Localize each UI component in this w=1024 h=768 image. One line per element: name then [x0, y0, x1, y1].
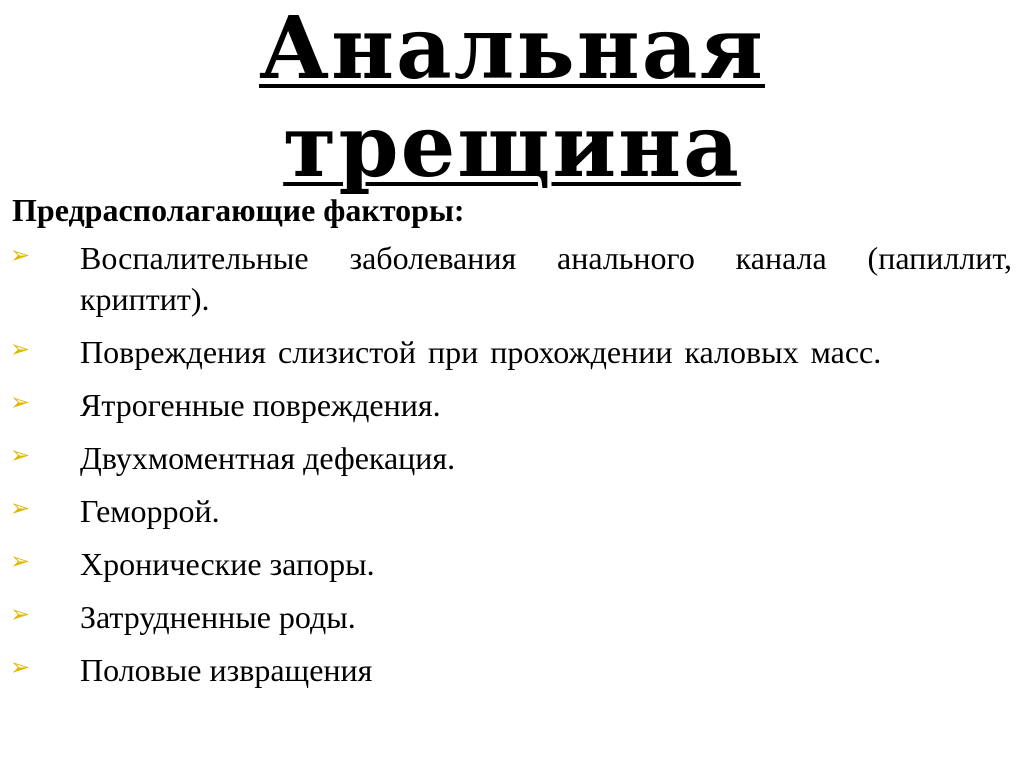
- list-item-label: Повреждения слизистой при прохождении каловых масс.: [80, 334, 882, 370]
- list-item-label: Затрудненные роды.: [80, 599, 356, 635]
- factors-heading: Предрасполагающие факторы:: [12, 192, 465, 228]
- chevron-arrow-icon: ➢: [10, 441, 31, 469]
- slide-title-line-1: Анальная: [259, 0, 765, 99]
- list-item: [0, 332, 1024, 373]
- list-item: [0, 438, 1024, 479]
- chevron-arrow-icon: ➢: [10, 494, 31, 522]
- chevron-arrow-icon: ➢: [10, 653, 31, 681]
- chevron-arrow-icon: ➢: [10, 241, 31, 269]
- chevron-arrow-icon: ➢: [10, 600, 31, 628]
- list-item-label: Хронические запоры.: [80, 546, 375, 582]
- chevron-arrow-icon: ➢: [10, 547, 31, 575]
- list-item: [0, 544, 1024, 585]
- list-item-label: Двухмоментная дефекация.: [80, 440, 456, 476]
- list-item-label: Половые извращения: [80, 652, 373, 688]
- factors-list: [0, 238, 1024, 703]
- list-item-label: Геморрой.: [80, 493, 220, 529]
- list-item: [0, 597, 1024, 638]
- list-item: [0, 650, 1024, 691]
- list-item: [0, 385, 1024, 426]
- list-item-label: Ятрогенные повреждения.: [80, 387, 441, 423]
- chevron-arrow-icon: ➢: [10, 388, 31, 416]
- list-item-label: Воспалительные заболевания анального канала (папиллит, криптит).: [80, 240, 1012, 317]
- slide-title-line-2: трещина: [283, 96, 741, 197]
- chevron-arrow-icon: ➢: [10, 335, 31, 363]
- slide-title: [0, 0, 1024, 196]
- list-item: [0, 491, 1024, 532]
- list-item: [0, 238, 1024, 320]
